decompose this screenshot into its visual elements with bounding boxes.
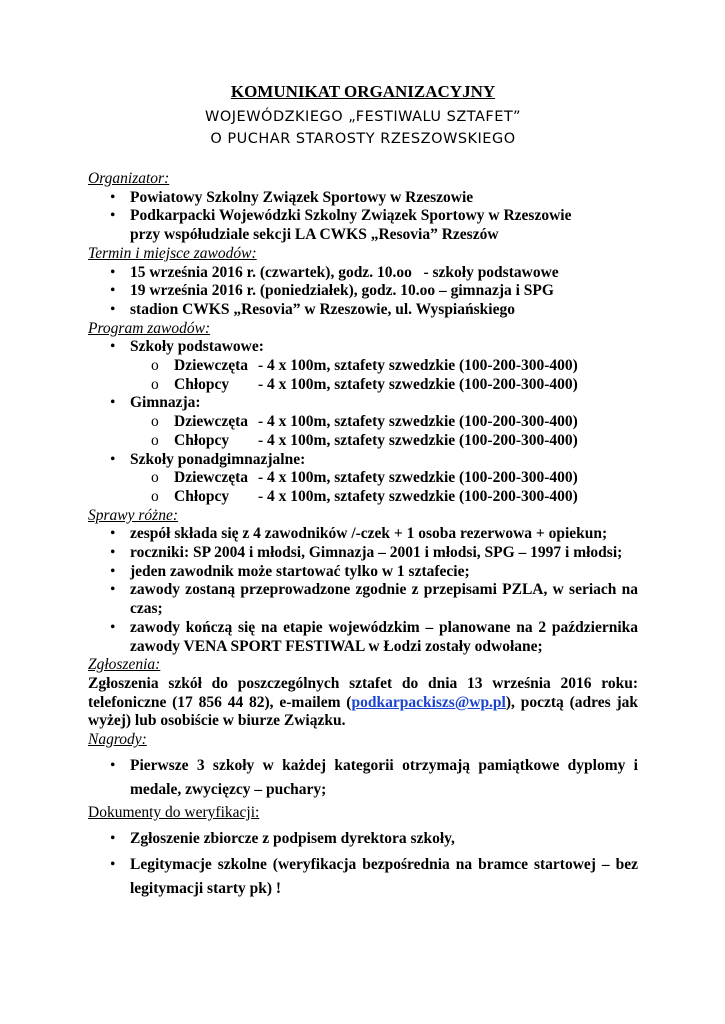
- list-item: • Szkoły ponadgimnazjalne:: [110, 450, 306, 468]
- program-list: [88, 451, 638, 470]
- program-row: o Chłopcy - 4 x 100m, sztafety szwedzkie (100-200-300-400): [151, 487, 578, 505]
- nagrody-list: [88, 754, 638, 802]
- bullet-icon: •: [110, 756, 116, 774]
- section-zgloszenia-heading: Zgłoszenia:: [88, 656, 161, 674]
- document-title: KOMUNIKAT ORGANIZACYJNY: [230, 82, 496, 101]
- list-item: • 19 września 2016 r. (poniedziałek), godz. 10.oo – gimnazja i SPG: [110, 282, 554, 300]
- program-row: o Dziewczęta - 4 x 100m, sztafety szwedzkie (100-200-300-400): [151, 469, 578, 487]
- organizator-list: [88, 189, 638, 245]
- list-item: • stadion CWKS „Resovia” w Rzeszowie, ul. Wyspiańskiego: [110, 300, 515, 318]
- bullet-icon: •: [110, 188, 116, 206]
- list-item: • Gimnazja:: [110, 394, 201, 412]
- list-item: • Pierwsze 3 szkoły w każdej kategorii otrzymają pamiątkowe dyplomy i medale, zwycięzcy – puchary;: [88, 754, 638, 802]
- circle-bullet-icon: o: [151, 487, 159, 505]
- program-list: [88, 338, 638, 357]
- circle-bullet-icon: o: [151, 375, 159, 393]
- list-item: • Powiatowy Szkolny Związek Sportowy w Rzeszowie: [110, 188, 474, 206]
- list-item: • Zgłoszenie zbiorcze z podpisem dyrektora szkoły,: [88, 827, 638, 851]
- section-program-heading: Program zawodów:: [88, 319, 211, 337]
- bullet-icon: •: [110, 300, 116, 318]
- section-sprawy-heading: Sprawy różne:: [88, 506, 178, 524]
- circle-bullet-icon: o: [151, 431, 159, 449]
- list-item: • zawody kończą się na etapie wojewódzkim – planowane na 2 października zawody VENA SPORT FESTIWAL w Łodzi zostały odwołane;: [110, 618, 638, 655]
- bullet-icon: •: [110, 562, 116, 580]
- zgloszenia-paragraph: Zgłoszenia szkół do poszczególnych sztafet do dnia 13 września 2016 roku: telefoniczne (17 856 44 82), e-mailem (podkarpackiszs@wp.pl), pocztą (adres jak wyżej) lub osobiście w biurze Związku.: [88, 674, 638, 730]
- title-line-2: WOJEWÓDZKIEGO „FESTIWALU SZTAFET”: [205, 109, 521, 125]
- bullet-icon: •: [110, 618, 116, 636]
- bullet-icon: •: [110, 829, 116, 847]
- bullet-icon: •: [110, 394, 116, 412]
- bullet-icon: •: [110, 544, 116, 562]
- list-item: • zawody zostaną przeprowadzone zgodnie z przepisami PZLA, w seriach na czas;: [110, 581, 638, 618]
- circle-bullet-icon: o: [151, 413, 159, 431]
- list-item: • Szkoły podstawowe:: [110, 338, 264, 356]
- bullet-icon: •: [110, 338, 116, 356]
- circle-bullet-icon: o: [151, 469, 159, 487]
- list-item: • Legitymacje szkolne (weryfikacja bezpośrednia na bramce startowej – bez legitymacji starty pk) !: [88, 853, 638, 901]
- section-organizator-heading: Organizator:: [88, 170, 170, 187]
- program-list: [88, 394, 638, 413]
- document-page: [88, 82, 638, 903]
- program-row: o Chłopcy - 4 x 100m, sztafety szwedzkie (100-200-300-400): [151, 375, 578, 393]
- section-termin-heading: Termin i miejsce zawodów:: [88, 244, 257, 262]
- bullet-icon: •: [110, 282, 116, 300]
- bullet-icon: •: [110, 450, 116, 468]
- email-link[interactable]: podkarpackiszs@wp.pl: [351, 693, 506, 711]
- list-item: • zespół składa się z 4 zawodników /-czek + 1 osoba rezerwowa + opiekun;: [110, 525, 608, 543]
- sprawy-list: [88, 525, 638, 656]
- bullet-icon: •: [110, 207, 116, 225]
- section-dokumenty-heading: Dokumenty do weryfikacji:: [88, 803, 260, 821]
- bullet-icon: •: [110, 263, 116, 281]
- program-row: o Dziewczęta - 4 x 100m, sztafety szwedzkie (100-200-300-400): [151, 413, 578, 431]
- program-row: o Dziewczęta - 4 x 100m, sztafety szwedzkie (100-200-300-400): [151, 357, 578, 375]
- list-item: • 15 września 2016 r. (czwartek), godz. 10.oo - szkoły podstawowe: [110, 263, 559, 281]
- section-nagrody-heading: Nagrody:: [88, 731, 147, 749]
- list-item: • jeden zawodnik może startować tylko w 1 sztafecie;: [110, 562, 470, 580]
- termin-list: [88, 264, 638, 320]
- dokumenty-list: [88, 827, 638, 901]
- title-line-3: O PUCHAR STAROSTY RZESZOWSKIEGO: [210, 131, 516, 147]
- bullet-icon: •: [110, 525, 116, 543]
- bullet-icon: •: [110, 855, 116, 873]
- program-row: o Chłopcy - 4 x 100m, sztafety szwedzkie (100-200-300-400): [151, 431, 578, 449]
- list-item: • Podkarpacki Wojewódzki Szkolny Związek Sportowy w Rzeszowie przy współudziale sekcji LA CWKS „Resovia” Rzeszów: [110, 207, 572, 244]
- bullet-icon: •: [110, 581, 116, 599]
- circle-bullet-icon: o: [151, 357, 159, 375]
- list-item: • roczniki: SP 2004 i młodsi, Gimnazja – 2001 i młodsi, SPG – 1997 i młodsi;: [110, 544, 623, 562]
